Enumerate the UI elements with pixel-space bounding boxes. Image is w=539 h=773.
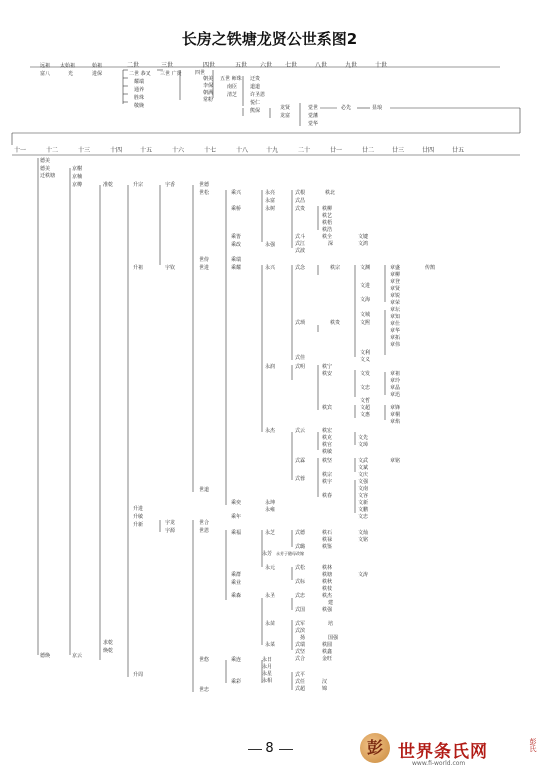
generation-header-5: 六世	[260, 62, 273, 69]
lineage-name: 秩坚	[322, 458, 333, 464]
lineage-name: 秩春	[322, 493, 333, 499]
lineage-name: 式昌	[295, 198, 306, 204]
lineage-name: 式坚	[295, 649, 306, 655]
lineage-name: 升周	[133, 672, 144, 678]
lineage-name: 扬	[300, 635, 306, 641]
lineage-name: 章桐	[390, 412, 401, 418]
lineage-name: 德焕	[40, 653, 51, 659]
early-name: 觉华	[308, 121, 319, 127]
lineage-name: 永苗	[265, 621, 276, 627]
lineage-name: 文键	[358, 234, 369, 240]
lineage-name: 章铭	[390, 458, 401, 464]
lineage-name: 永雍	[265, 507, 276, 513]
lineage-name: 永元	[265, 565, 276, 571]
lineage-name: 秩圆	[322, 642, 333, 648]
lineage-name: 章贤	[390, 286, 401, 292]
generation-header-2: 三世	[161, 62, 174, 69]
lineage-name: 永杰	[265, 428, 276, 434]
lineage-name: 升祖	[133, 265, 144, 271]
lineage-name: 秩鑫	[322, 649, 333, 655]
lineage-name: 章登	[390, 279, 401, 285]
generation-header-25: 廿五	[452, 147, 465, 154]
lineage-name: 文涛	[358, 572, 369, 578]
lineage-name: 章华	[390, 328, 401, 334]
lineage-name: 章坛	[390, 307, 401, 313]
generation-header-21: 廿一	[330, 147, 343, 154]
generation-header-14: 十四	[110, 147, 123, 154]
lineage-name: 章仕	[390, 321, 401, 327]
lineage-name: 文忠	[360, 385, 371, 391]
lineage-name: 式念	[295, 265, 306, 271]
early-name: 朝满	[203, 90, 214, 96]
early-name: 觉藩	[308, 113, 319, 119]
lineage-name: 秩枝	[322, 586, 333, 592]
early-name: 龙贤	[280, 105, 291, 111]
lineage-name: 章伟	[390, 342, 401, 348]
lineage-name: 式根	[295, 190, 306, 196]
lineage-name: 永兴	[265, 265, 276, 271]
lineage-name: 式蓉	[295, 476, 306, 482]
lineage-name: 文忠	[358, 514, 369, 520]
lineage-name: 国强	[328, 635, 339, 641]
lineage-name: 式佳	[295, 355, 306, 361]
lineage-name: 文海	[360, 297, 371, 303]
lineage-name: 章锐	[390, 293, 401, 299]
lineage-name: 乘耀	[231, 265, 242, 271]
lineage-name: 文进	[360, 283, 371, 289]
lineage-name: 章焰	[390, 419, 401, 425]
lineage-name: 秩石	[322, 530, 333, 536]
lineage-name: 世进	[199, 265, 210, 271]
page-number-dash-right	[279, 749, 293, 750]
lineage-name: 秩克	[322, 435, 333, 441]
lineage-name: 永芝	[265, 530, 276, 536]
lineage-name: 乘桥	[231, 206, 242, 212]
lineage-name: 文义	[360, 357, 371, 363]
lineage-name: 式松	[295, 565, 306, 571]
lineage-name: 文城	[360, 312, 371, 318]
lineage-name: 升宗	[133, 182, 144, 188]
lineage-name: 永富	[265, 198, 276, 204]
lineage-name: 文先	[358, 435, 369, 441]
early-name: 富八	[40, 71, 51, 77]
early-name: 道道	[250, 84, 261, 90]
generation-header-6: 七世	[285, 62, 298, 69]
lineage-name: 式明	[295, 364, 306, 370]
lineage-name: 章拓	[390, 335, 401, 341]
lineage-name: 乘森	[231, 593, 242, 599]
lineage-name: 永芳	[262, 551, 273, 557]
early-name: 熊保	[250, 108, 261, 114]
lineage-name: 传鹄	[425, 265, 436, 271]
generation-header-15: 十五	[140, 147, 153, 154]
generation-header-20: 二十	[298, 147, 311, 154]
lineage-name: 秩杰	[322, 593, 333, 599]
early-name: 始祖	[92, 63, 103, 69]
lineage-name: 章盛	[390, 265, 401, 271]
lineage-name: 秩梧	[322, 220, 333, 226]
lineage-name: 式标	[295, 579, 306, 585]
lineage-name: 京楠	[72, 174, 83, 180]
early-name: 朝美	[203, 76, 214, 82]
lineage-name: 京樽	[72, 182, 83, 188]
lineage-name: 乘群	[231, 572, 242, 578]
lineage-name: 世德	[199, 182, 210, 188]
lineage-name: 式瑞	[295, 642, 306, 648]
lineage-name: 秩林	[322, 565, 333, 571]
lineage-name: 永亮	[265, 190, 276, 196]
early-name: 常粉	[203, 97, 214, 103]
lineage-name: 秩秋	[322, 579, 333, 585]
lineage-name: 文灿	[358, 530, 369, 536]
lineage-name: 式德	[295, 530, 306, 536]
lineage-name: 文哲	[360, 398, 371, 404]
lineage-name: 乘彩	[231, 679, 242, 685]
brand-stamp: 彭氏	[529, 738, 537, 752]
lineage-name: 文容	[358, 493, 369, 499]
lineage-name: 式任	[295, 679, 306, 685]
early-name: 三世 广贤	[160, 71, 182, 77]
lineage-name: 文强	[358, 479, 369, 485]
lineage-name: 锦	[322, 686, 328, 692]
lineage-name: 升新	[133, 522, 144, 528]
lineage-name: 永润	[265, 364, 276, 370]
lineage-name: 深	[328, 241, 334, 247]
lineage-name: 秩北	[325, 190, 336, 196]
lineage-name: 文铭	[358, 537, 369, 543]
lineage-name: 宇龙	[165, 520, 176, 526]
generation-header-12: 十二	[46, 147, 59, 154]
lineage-name: 准乾	[103, 182, 114, 188]
lineage-name: 永圣	[265, 593, 276, 599]
brand-website: www.fi-world.com	[412, 760, 466, 767]
generation-header-23: 廿三	[392, 147, 405, 154]
lineage-name: 世道	[199, 487, 210, 493]
lineage-name: 乘福	[231, 530, 242, 536]
lineage-name: 式合	[295, 656, 306, 662]
lineage-name: 文斌	[358, 465, 369, 471]
lineage-name: 式平	[295, 672, 306, 678]
lineage-name: 式国	[295, 607, 306, 613]
lineage-name: 秩浩	[322, 227, 333, 233]
lineage-name: 秩全	[322, 234, 333, 240]
brand-logo-text: 世界条氏网	[398, 742, 488, 762]
lineage-name: 式忠	[295, 593, 306, 599]
lineage-name: 乘皆	[231, 234, 242, 240]
early-name: 敬娩	[134, 103, 145, 109]
lineage-name: 永强	[265, 242, 276, 248]
early-name: 进保	[92, 71, 103, 77]
lineage-name: 文鸿	[358, 241, 369, 247]
lineage-name: 秩宗	[322, 472, 333, 478]
lineage-name: 文武	[358, 458, 369, 464]
lineage-name: 秩禄	[322, 537, 333, 543]
lineage-name: 式琐	[295, 320, 306, 326]
lineage-name: 文渊	[360, 265, 371, 271]
generation-header-18: 十八	[236, 147, 249, 154]
early-name: 太始祖	[60, 63, 76, 69]
lineage-name: 式超	[295, 686, 306, 692]
early-name: 显琅	[372, 105, 383, 111]
lineage-name: 式贵	[295, 206, 306, 212]
lineage-name: 乘连	[231, 657, 242, 663]
lineage-name: 章晶	[390, 385, 401, 391]
generation-header-22: 廿二	[362, 147, 375, 154]
lineage-name: 式霖	[295, 458, 306, 464]
early-name: 龙富	[280, 113, 291, 119]
lineage-name: 文利	[360, 350, 371, 356]
lineage-name: 升进	[133, 506, 144, 512]
lineage-name: 文超	[360, 405, 371, 411]
lineage-name: 秩强	[322, 607, 333, 613]
lineage-name: 秩宁	[322, 364, 333, 370]
lineage-name: 宇香	[165, 182, 176, 188]
lineage-name: 秩柳	[322, 206, 333, 212]
early-name: 南臣	[227, 84, 238, 90]
early-name: 通养	[134, 87, 145, 93]
lineage-name: 式江	[295, 241, 306, 247]
lineage-name: 式璐	[295, 544, 306, 550]
lineage-name: 章荣	[390, 300, 401, 306]
lineage-name: 秩宗	[330, 265, 341, 271]
lineage-name: 秩贵	[330, 320, 341, 326]
lineage-name: 永相	[262, 678, 273, 684]
early-name: 迂贵	[250, 76, 261, 82]
lineage-name: 文熙	[360, 320, 371, 326]
lineage-name: 式军	[295, 621, 306, 627]
lineage-name: 乘改	[231, 242, 242, 248]
lineage-name: 世悠	[199, 657, 210, 663]
lineage-name: 升敏	[133, 514, 144, 520]
generation-header-1: 二世	[127, 62, 140, 69]
lineage-name: 乘年	[231, 514, 242, 520]
page-title: 长房之铁塘龙贤公世系图2	[181, 30, 358, 48]
lineage-name: 迁秩塘	[40, 173, 56, 179]
lineage-name: 永菜	[265, 642, 276, 648]
early-name: 觉世	[308, 105, 319, 111]
lineage-name: 秩安	[322, 371, 333, 377]
lineage-name: 式波	[295, 248, 306, 254]
generation-header-24: 廿四	[422, 147, 435, 154]
early-name: 四世	[195, 70, 206, 76]
early-name: 五世 师珠	[220, 76, 242, 82]
lineage-name: 式滨	[295, 628, 306, 634]
brand-seal-icon: 彭	[360, 733, 390, 763]
lineage-name: 永日	[262, 657, 273, 663]
lineage-name: 文璋	[358, 442, 369, 448]
lineage-name: 乘兴	[231, 190, 242, 196]
generation-header-17: 十七	[204, 147, 217, 154]
lineage-name: 秩塘	[322, 572, 333, 578]
lineage-name: 培	[328, 621, 334, 627]
lineage-name: 秩鉴	[322, 544, 333, 550]
lineage-name: 文惠	[360, 412, 371, 418]
lineage-name: 章柳	[390, 272, 401, 278]
early-name: 李保	[203, 83, 214, 89]
page-number: 8	[265, 741, 274, 756]
lineage-name: 文南	[358, 486, 369, 492]
lineage-name: 世侍	[199, 257, 210, 263]
lineage-name: 章玲	[390, 378, 401, 384]
lineage-name: 秩敏	[322, 449, 333, 455]
lineage-name: 世恩	[199, 528, 210, 534]
early-name: 悦仁	[250, 100, 261, 106]
early-name: 光	[68, 71, 74, 77]
lineage-note: 永芳子随母改嫁	[276, 551, 304, 556]
lineage-name: 文新	[358, 500, 369, 506]
lineage-name: 文庆	[358, 472, 369, 478]
lineage-name: 焕乾	[103, 648, 114, 654]
lineage-name: 汉	[322, 679, 328, 685]
lineage-name: 京云	[72, 653, 83, 659]
lineage-name: 乘业	[231, 580, 242, 586]
lineage-name: 秩宾	[322, 405, 333, 411]
lineage-name: 建	[328, 600, 334, 606]
lineage-name: 德美	[40, 166, 51, 172]
lineage-name: 金旺	[322, 656, 333, 662]
lineage-name: 乘瑞	[231, 257, 242, 263]
early-name: 远祖	[40, 63, 51, 69]
lineage-name: 乘奕	[231, 500, 242, 506]
lineage-name: 秩宇	[322, 479, 333, 485]
lineage-name: 文发	[360, 371, 371, 377]
early-name: 胜珠	[134, 95, 145, 101]
lineage-name: 式斗	[295, 234, 306, 240]
generation-header-13: 十三	[78, 147, 91, 154]
lineage-name: 永坤	[265, 500, 276, 506]
early-name: 二世 恭叉	[129, 71, 151, 77]
generation-header-4: 五世	[235, 62, 248, 69]
lineage-name: 宇源	[165, 528, 176, 534]
lineage-name: 永星	[262, 671, 273, 677]
lineage-name: 章锋	[390, 405, 401, 411]
lineage-name: 京榭	[72, 166, 83, 172]
lineage-name: 秩艺	[322, 213, 333, 219]
lineage-name: 文鹏	[358, 507, 369, 513]
lineage-name: 德美	[40, 158, 51, 164]
early-name: 必先	[341, 105, 352, 111]
generation-header-9: 十世	[375, 62, 388, 69]
lineage-name: 章迅	[390, 392, 401, 398]
generation-header-16: 十六	[172, 147, 185, 154]
lineage-name: 世忠	[199, 687, 210, 693]
early-name: 耀端	[134, 79, 145, 85]
lineage-name: 秩宏	[322, 428, 333, 434]
lineage-name: 秩官	[322, 442, 333, 448]
lineage-name: 世松	[199, 190, 210, 196]
generation-header-11: 十一	[14, 147, 27, 154]
lineage-name: 章祖	[390, 371, 401, 377]
lineage-name: 求乾	[103, 640, 114, 646]
lineage-name: 章知	[390, 314, 401, 320]
early-name: 许圣恩	[250, 92, 266, 98]
generation-header-19: 十九	[266, 147, 279, 154]
lineage-name: 永月	[262, 664, 273, 670]
lineage-name: 世合	[199, 520, 210, 526]
generation-header-7: 八世	[315, 62, 328, 69]
generation-header-3: 四世	[203, 62, 216, 69]
lineage-name: 宇钦	[165, 265, 176, 271]
lineage-name: 永树	[265, 206, 276, 212]
generation-header-8: 九世	[345, 62, 358, 69]
lineage-name: 式云	[295, 428, 306, 434]
early-name: 清芝	[227, 92, 238, 98]
